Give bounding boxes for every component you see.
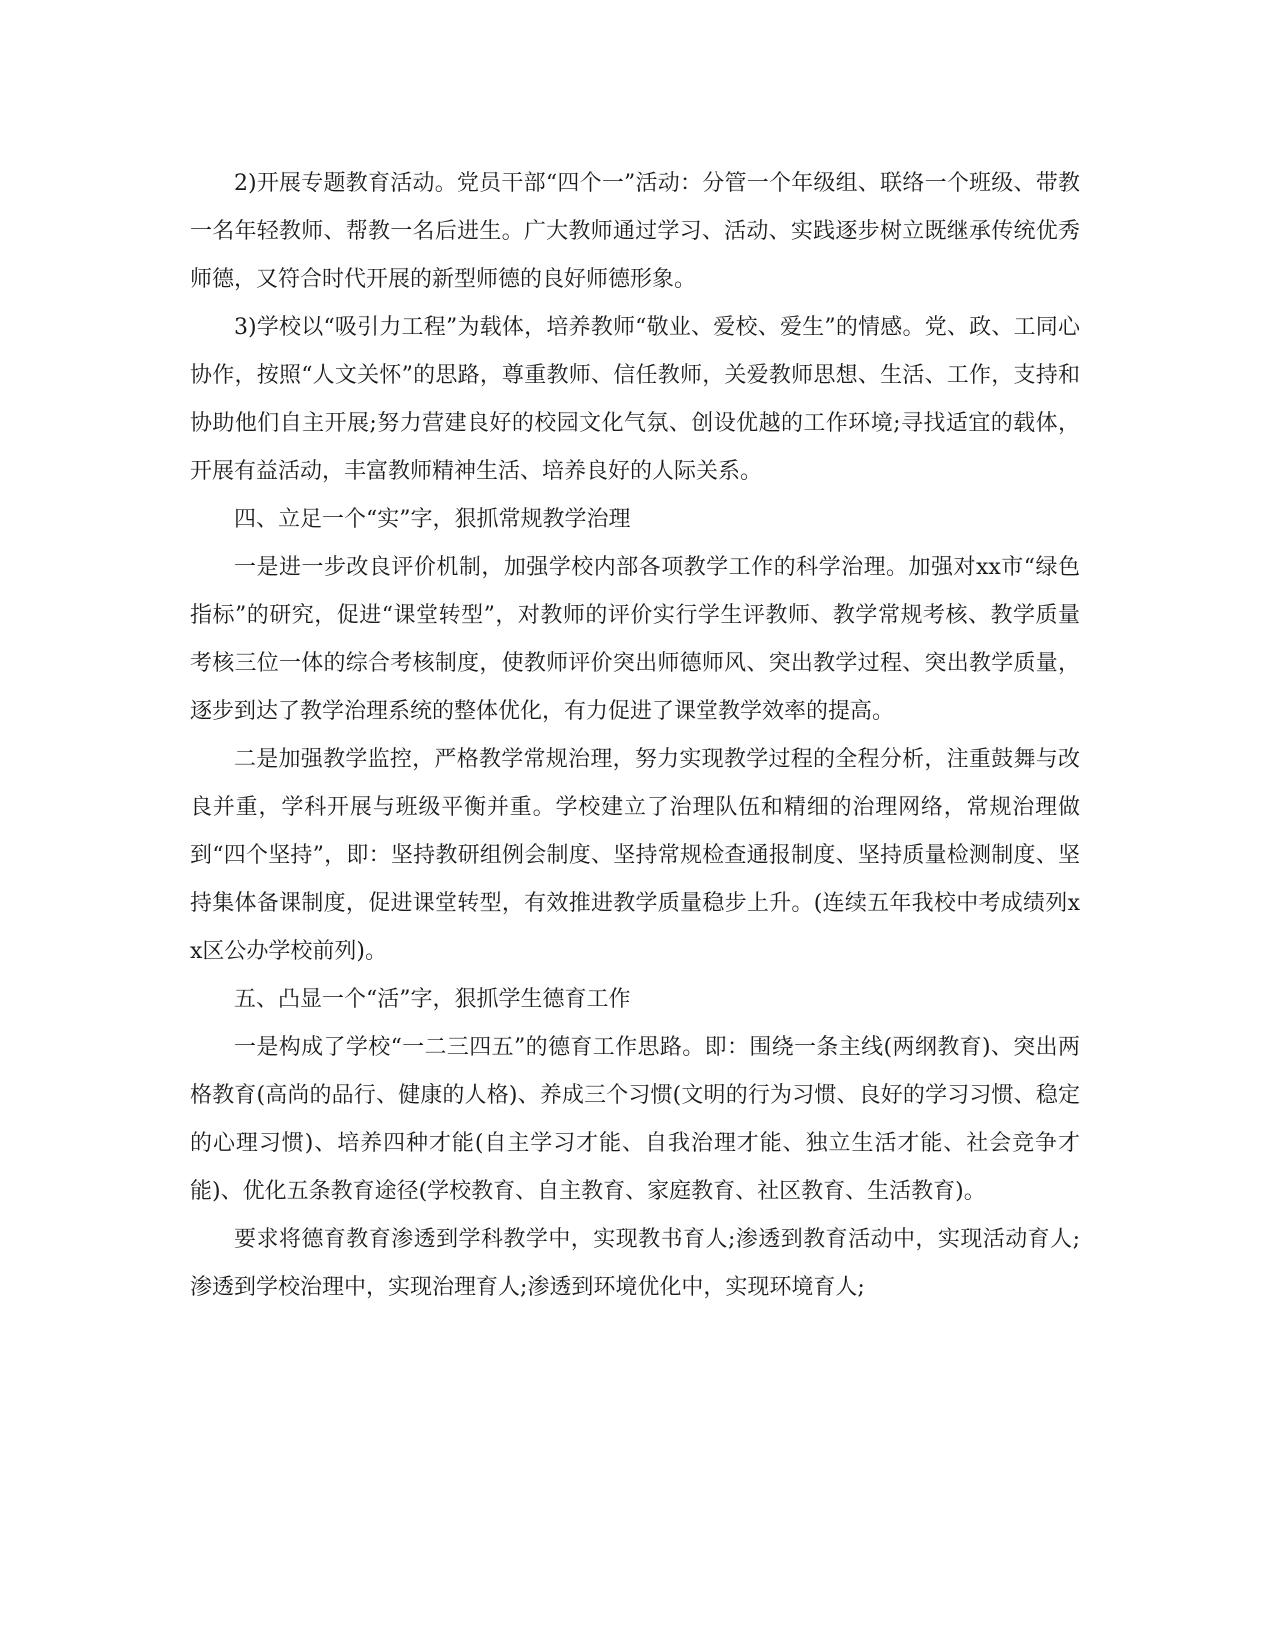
section-heading-five: 五、凸显一个“活”字，狠抓学生德育工作 [234,987,631,1012]
section-heading-four: 四、立足一个“实”字，狠抓常规教学治理 [234,507,631,532]
paragraph-activities: 2)开展专题教育活动。党员干部“四个一”活动：分管一个年级组、联络一个班级、带教一名年轻教师、帮教一名后进生。广大教师通过学习、活动、实践逐步树立既继承传统优秀师德，又符合时代开展的新型师德的良好师德形象。 [190,171,1080,292]
paragraph-moral-education: 一是构成了学校“一二三四五”的德育工作思路。即：围绕一条主线(两纲教育)、突出两格教育(高尚的品行、健康的人格)、养成三个习惯(文明的行为习惯、良好的学习习惯、稳定的心理习惯)、培养四种才能(自主学习才能、自我治理才能、独立生活才能、社会竞争才能)、优化五条教育途径(学校教育、自主教育、家庭教育、社区教育、生活教育)。 [190,1035,1080,1204]
document-page [190,160,1080,1312]
paragraph-attraction-project: 3)学校以“吸引力工程”为载体，培养教师“敬业、爱校、爱生”的情感。党、政、工同心协作，按照“人文关怀”的思路，尊重教师、信任教师，关爱教师思想、生活、工作，支持和协助他们自主开展;努力营建良好的校园文化气氛、创设优越的工作环境;寻找适宜的载体，开展有益活动，丰富教师精神生活、培养良好的人际关系。 [190,315,1080,484]
paragraph-penetration: 要求将德育教育渗透到学科教学中，实现教书育人;渗透到教育活动中，实现活动育人;渗透到学校治理中，实现治理育人;渗透到环境优化中，实现环境育人; [190,1227,1080,1300]
paragraph-evaluation: 一是进一步改良评价机制，加强学校内部各项教学工作的科学治理。加强对xx市“绿色指标”的研究，促进“课堂转型”，对教师的评价实行学生评教师、教学常规考核、教学质量考核三位一体的综合考核制度，使教师评价突出师德师风、突出教学过程、突出教学质量，逐步到达了教学治理系统的整体优化，有力促进了课堂教学效率的提高。 [190,555,1080,724]
paragraph-monitoring: 二是加强教学监控，严格教学常规治理，努力实现教学过程的全程分析，注重鼓舞与改良并重，学科开展与班级平衡并重。学校建立了治理队伍和精细的治理网络，常规治理做到“四个坚持”，即：坚持教研组例会制度、坚持常规检查通报制度、坚持质量检测制度、坚持集体备课制度，促进课堂转型，有效推进教学质量稳步上升。(连续五年我校中考成绩列xx区公办学校前列)。 [190,747,1080,964]
